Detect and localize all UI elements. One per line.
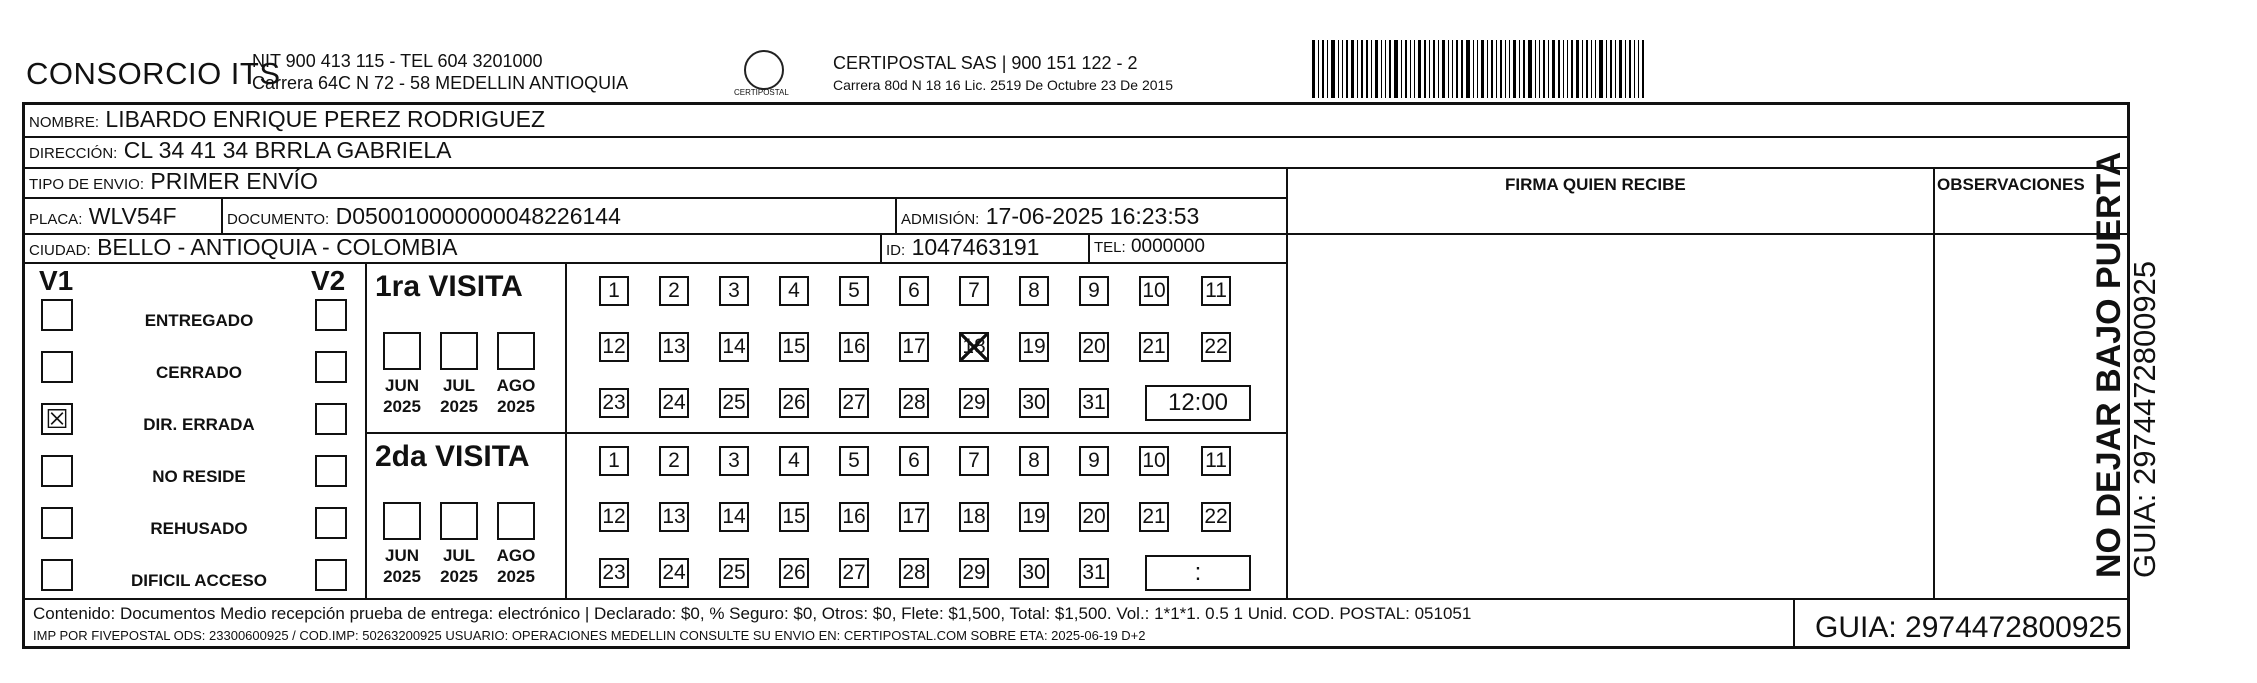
day-box[interactable]: 3 [719, 446, 749, 476]
side-guia: GUIA: 2974472800925 [2127, 260, 2162, 578]
guia-footer: GUIA: 2974472800925 [1815, 611, 2122, 644]
contenido-text: Contenido: Documentos Medio recepción prueba de entrega: electrónico | Declarado: $0, % Seguro: $0, Otros: $0, Flete: $1,500, Total: $1,500. Vol.: 1*1*1. 0.5 1 Unid. COD. POSTAL: 051051 [33, 604, 1472, 623]
tel-label: TEL: [1094, 239, 1126, 256]
day-box[interactable]: 25 [719, 388, 749, 418]
status-v1-checkbox[interactable]: ☒ [41, 403, 73, 435]
firma-header: FIRMA QUIEN RECIBE [1505, 175, 1686, 194]
day-box[interactable]: 24 [659, 558, 689, 588]
day-box[interactable]: 27 [839, 558, 869, 588]
day-box[interactable]: 20 [1079, 502, 1109, 532]
day-box[interactable]: 11 [1201, 276, 1231, 306]
day-box[interactable]: 18 [959, 502, 989, 532]
ciudad-row [29, 234, 457, 261]
month-checkbox[interactable] [497, 332, 535, 370]
nit-line: NIT 900 413 115 - TEL 604 3201000 [252, 51, 543, 71]
status-v2-checkbox[interactable] [315, 351, 347, 383]
certipostal-details [833, 52, 1173, 96]
tipo-row [29, 168, 318, 195]
logo-text: CERTIPOSTAL [734, 88, 789, 97]
day-box[interactable]: 8 [1019, 446, 1049, 476]
status-label: DIFICIL ACCESO [130, 571, 267, 590]
day-box[interactable]: 2 [659, 446, 689, 476]
month-name: JUL [442, 546, 476, 565]
nombre-value: LIBARDO ENRIQUE PEREZ RODRIGUEZ [105, 106, 546, 132]
placa-value: WLV54F [88, 203, 177, 229]
tipo-value: PRIMER ENVÍO [150, 168, 318, 194]
status-v1-checkbox[interactable] [41, 507, 73, 539]
day-box[interactable]: 28 [899, 388, 929, 418]
day-box[interactable]: 17 [899, 502, 929, 532]
month-name: JUL [442, 376, 476, 395]
day-box[interactable]: 19 [1019, 332, 1049, 362]
day-box[interactable]: 28 [899, 558, 929, 588]
status-v2-checkbox[interactable] [315, 507, 347, 539]
v1-label: V1 [39, 265, 74, 296]
day-box[interactable]: 1 [599, 276, 629, 306]
day-box[interactable]: 15 [779, 502, 809, 532]
month-year: 2025 [383, 567, 421, 586]
day-box[interactable]: 7 [959, 446, 989, 476]
month-name: AGO [496, 376, 536, 395]
day-box[interactable]: 31 [1079, 558, 1109, 588]
visit-time-field[interactable]: 12:00 [1145, 385, 1251, 421]
day-box[interactable]: 4 [779, 446, 809, 476]
month-checkbox[interactable] [440, 502, 478, 540]
day-box[interactable]: 20 [1079, 332, 1109, 362]
day-box[interactable]: 15 [779, 332, 809, 362]
day-box[interactable]: 13 [659, 332, 689, 362]
certipostal-logo-icon [744, 50, 784, 90]
month-label [372, 375, 432, 417]
nombre-row [29, 106, 545, 133]
ciudad-value: BELLO - ANTIOQUIA - COLOMBIA [97, 234, 458, 260]
delivery-form [22, 102, 2130, 649]
direccion-label: DIRECCIÓN: [29, 145, 118, 162]
month-label [372, 545, 432, 587]
v2-label: V2 [311, 265, 346, 296]
id-row [886, 234, 1039, 261]
documento-label: DOCUMENTO: [227, 211, 330, 228]
day-box[interactable]: 12 [599, 502, 629, 532]
day-box[interactable]: 22 [1201, 332, 1231, 362]
status-label: DIR. ERRADA [143, 415, 255, 434]
status-label: NO RESIDE [152, 467, 246, 486]
id-label: ID: [886, 242, 906, 259]
day-box[interactable]: 9 [1079, 276, 1109, 306]
day-box[interactable]: 7 [959, 276, 989, 306]
day-box[interactable]: 10 [1139, 276, 1169, 306]
direccion-row [29, 137, 451, 164]
day-box[interactable]: 18 [959, 332, 989, 362]
status-v1-checkbox[interactable] [41, 351, 73, 383]
day-box[interactable]: 14 [719, 332, 749, 362]
status-v1-checkbox[interactable] [41, 299, 73, 331]
month-year: 2025 [440, 567, 478, 586]
month-year: 2025 [383, 397, 421, 416]
status-v2-checkbox[interactable] [315, 559, 347, 591]
day-box[interactable]: 23 [599, 388, 629, 418]
day-box[interactable]: 5 [839, 276, 869, 306]
status-v2-checkbox[interactable] [315, 299, 347, 331]
day-box[interactable]: 24 [659, 388, 689, 418]
direccion-value: CL 34 41 34 BRRLA GABRIELA [123, 137, 452, 163]
status-v2-checkbox[interactable] [315, 455, 347, 487]
tel-row [1094, 236, 1205, 258]
admision-value: 17-06-2025 16:23:53 [985, 203, 1200, 229]
day-box[interactable]: 21 [1139, 332, 1169, 362]
day-box[interactable]: 16 [839, 332, 869, 362]
certi-line1: CERTIPOSTAL SAS | 900 151 122 - 2 [833, 53, 1138, 73]
month-year: 2025 [440, 397, 478, 416]
month-label [429, 375, 489, 417]
visit-title: 2da VISITA [375, 440, 530, 473]
day-box[interactable]: 6 [899, 446, 929, 476]
side-warning: NO DEJAR BAJO PUERTA [2090, 151, 2128, 578]
admision-row [901, 203, 1199, 230]
side-text [2090, 152, 2162, 578]
visit-title: 1ra VISITA [375, 270, 523, 303]
status-v1-checkbox[interactable] [41, 455, 73, 487]
status-v2-checkbox[interactable] [315, 403, 347, 435]
day-box[interactable]: 29 [959, 388, 989, 418]
documento-row [227, 203, 621, 230]
day-box[interactable]: 3 [719, 276, 749, 306]
month-label [429, 545, 489, 587]
day-box[interactable]: 16 [839, 502, 869, 532]
observaciones-header: OBSERVACIONES [1937, 175, 2085, 194]
day-box[interactable]: 22 [1201, 502, 1231, 532]
day-box[interactable]: 29 [959, 558, 989, 588]
status-label: CERRADO [156, 363, 242, 382]
month-checkbox[interactable] [497, 502, 535, 540]
day-box[interactable]: 17 [899, 332, 929, 362]
month-label [486, 375, 546, 417]
day-box[interactable]: 10 [1139, 446, 1169, 476]
day-box[interactable]: 6 [899, 276, 929, 306]
day-box[interactable]: 12 [599, 332, 629, 362]
day-box[interactable]: 30 [1019, 388, 1049, 418]
month-label [486, 545, 546, 587]
company-details [252, 50, 628, 94]
day-box[interactable]: 21 [1139, 502, 1169, 532]
month-year: 2025 [497, 397, 535, 416]
day-box[interactable]: 31 [1079, 388, 1109, 418]
day-box[interactable]: 1 [599, 446, 629, 476]
day-box[interactable]: 26 [779, 558, 809, 588]
status-label: REHUSADO [150, 519, 248, 538]
day-box[interactable]: 8 [1019, 276, 1049, 306]
day-box[interactable]: 5 [839, 446, 869, 476]
id-value: 1047463191 [911, 234, 1040, 260]
month-name: AGO [496, 546, 536, 565]
placa-row [29, 203, 177, 230]
visit-time-field[interactable]: : [1145, 555, 1251, 591]
address-line: Carrera 64C N 72 - 58 MEDELLIN ANTIOQUIA [252, 73, 629, 93]
month-name: JUN [384, 376, 419, 395]
status-label: ENTREGADO [144, 311, 254, 330]
company-name: CONSORCIO ITS [26, 56, 281, 91]
certi-line2: Carrera 80d N 18 16 Lic. 2519 De Octubre 23 De 2015 [833, 77, 1174, 93]
tipo-label: TIPO DE ENVIO: [29, 176, 145, 193]
day-box[interactable]: 26 [779, 388, 809, 418]
month-checkbox[interactable] [383, 502, 421, 540]
nombre-label: NOMBRE: [29, 114, 100, 131]
day-box[interactable]: 4 [779, 276, 809, 306]
admision-label: ADMISIÓN: [901, 211, 980, 228]
month-checkbox[interactable] [383, 332, 421, 370]
barcode-icon [1312, 40, 1952, 98]
day-box[interactable]: 14 [719, 502, 749, 532]
day-box[interactable]: 9 [1079, 446, 1109, 476]
day-box[interactable]: 11 [1201, 446, 1231, 476]
day-box[interactable]: 30 [1019, 558, 1049, 588]
day-box[interactable]: 13 [659, 502, 689, 532]
day-box[interactable]: 19 [1019, 502, 1049, 532]
day-box[interactable]: 23 [599, 558, 629, 588]
imp-text: IMP POR FIVEPOSTAL ODS: 23300600925 / COD.IMP: 50263200925 USUARIO: OPERACIONES MEDELLIN CONSULTE SU ENVIO EN: CERTIPOSTAL.COM SOBRE ETA: 2025-06-19 D+2 [33, 628, 1146, 643]
month-checkbox[interactable] [440, 332, 478, 370]
month-year: 2025 [497, 567, 535, 586]
day-box[interactable]: 2 [659, 276, 689, 306]
ciudad-label: CIUDAD: [29, 242, 91, 259]
month-name: JUN [384, 546, 419, 565]
tel-value: 0000000 [1130, 236, 1205, 257]
documento-value: D050010000000048226144 [335, 203, 621, 229]
day-box[interactable]: 27 [839, 388, 869, 418]
day-box[interactable]: 25 [719, 558, 749, 588]
status-v1-checkbox[interactable] [41, 559, 73, 591]
placa-label: PLACA: [29, 211, 83, 228]
